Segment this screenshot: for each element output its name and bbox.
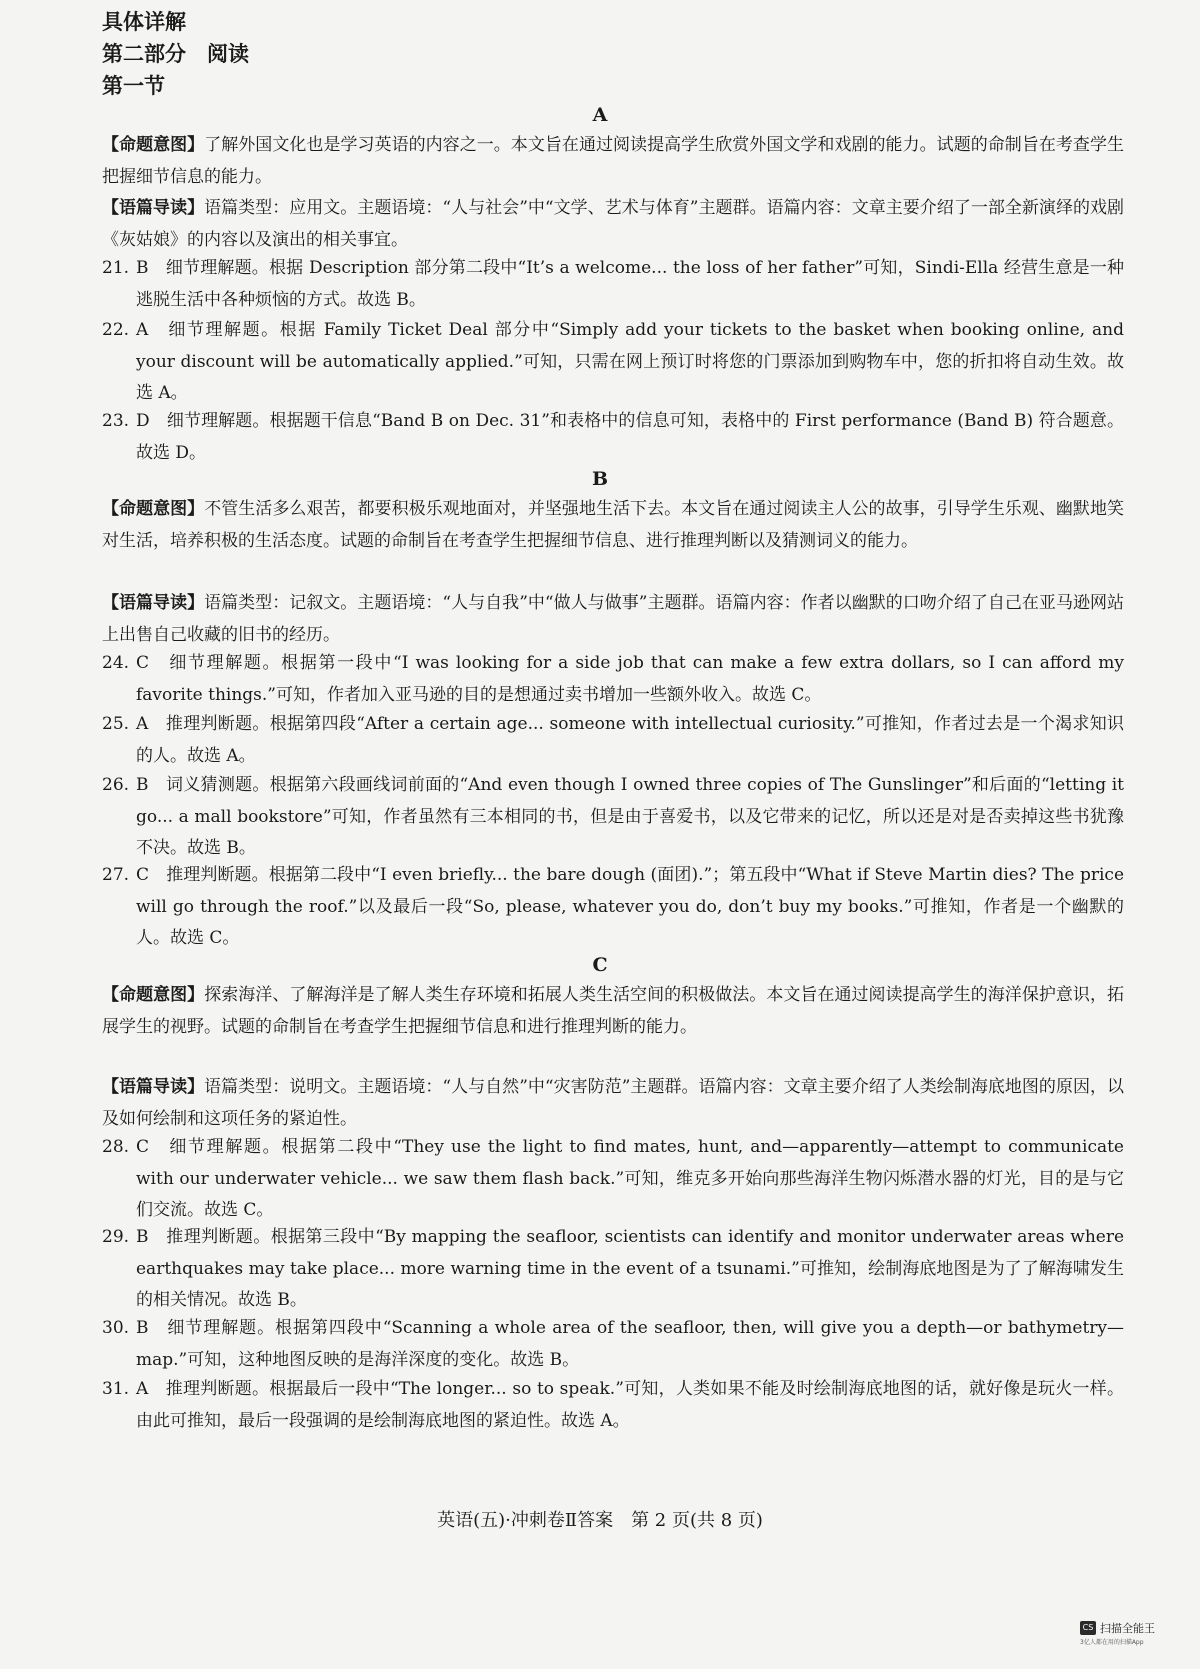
- item-number: 24.: [102, 653, 130, 673]
- intent-text: 探索海洋、了解海洋是了解人类生存环境和拓展人类生活空间的积极做法。本文旨在通过阅读提高学生的海洋保护意识，拓展学生的视野。试题的命制旨在考查学生把握细节信息和进行推理判断的能力。: [102, 985, 1124, 1037]
- guide-text: 语篇类型：记叙文。主题语境：“人与自我”中“做人与做事”主题群。语篇内容：作者以幽默的口吻介绍了自己在亚马逊网站上出售自己收藏的旧书的经历。: [102, 593, 1124, 645]
- item-number: 22.: [102, 320, 130, 340]
- item-number: 30.: [102, 1318, 130, 1338]
- item-number: 26.: [102, 775, 130, 795]
- guide-tag: 【语篇导读】: [102, 198, 205, 218]
- item-explanation: 根据 Family Ticket Deal 部分中“Simply add your tickets to the basket when booking online, and your discount will be automatically applied.”可知，只需在网上预订时将您的门票添加到购物车中，您的折扣将自动生效。故选 A。: [136, 320, 1125, 404]
- answer-item-27: [102, 860, 1124, 955]
- item-type: 推理判断题。: [165, 714, 270, 734]
- item-type: 推理判断题。: [166, 865, 269, 885]
- answer-item-24: [102, 648, 1124, 711]
- item-explanation: 根据 Description 部分第二段中“It’s a welcome... the loss of her father”可知，Sindi-Ella 经营生意是一种逃脱生活中各种烦恼的方式。故选 B。: [136, 258, 1125, 310]
- guide-tag: 【语篇导读】: [102, 593, 205, 613]
- item-explanation: 根据第六段画线词前面的“And even though I owned three copies of The Gunslinger”和后面的“letting it go... a mall bookstore”可知，作者虽然有三本相同的书，但是由于喜爱书，以及它带来的记忆，所以还是对是否卖掉这些书犹豫不决。故选 B。: [136, 775, 1125, 859]
- item-type: 细节理解题。: [165, 258, 269, 278]
- item-number: 29.: [102, 1227, 130, 1247]
- scanner-watermark: [1080, 1619, 1176, 1649]
- guide-paragraph-a: [102, 193, 1124, 256]
- answer-item-25: [102, 709, 1124, 772]
- page-footer: 英语(五)·冲刺卷Ⅱ答案 第 2 页(共 8 页): [437, 1510, 763, 1531]
- item-explanation: 根据第二段中“They use the light to find mates, hunt, and—apparently—attempt to communicate with our underwater vehicle... we saw them flash back.”可知，维克多开始向那些海洋生物闪烁潜水器的灯光，目的是与它们交流。故选 C。: [136, 1137, 1124, 1221]
- intent-tag: 【命题意图】: [102, 499, 205, 519]
- answer-item-30: [102, 1313, 1124, 1376]
- page-title: 具体详解: [102, 10, 186, 34]
- guide-tag: 【语篇导读】: [102, 1077, 205, 1097]
- intent-text: 不管生活多么艰苦，都要积极乐观地面对，并坚强地生活下去。本文旨在通过阅读主人公的故事，引导学生乐观、幽默地笑对生活，培养积极的生活态度。试题的命制旨在考查学生把握细节信息、进行推理判断以及猜测词义的能力。: [102, 499, 1124, 551]
- passage-letter-b: B: [591, 468, 609, 490]
- answer-item-26: [102, 770, 1124, 865]
- item-type: 推理判断题。: [166, 1227, 271, 1247]
- intent-paragraph-a: [102, 130, 1124, 193]
- intent-text: 了解外国文化也是学习英语的内容之一。本文旨在通过阅读提高学生欣赏外国文学和戏剧的能力。试题的命制旨在考查学生把握细节信息的能力。: [102, 135, 1124, 187]
- item-type: 细节理解题。: [169, 653, 282, 673]
- guide-paragraph-b: [102, 588, 1124, 651]
- item-number: 31.: [102, 1379, 130, 1399]
- item-answer: A: [136, 320, 149, 340]
- guide-text: 语篇类型：应用文。主题语境：“人与社会”中“文学、艺术与体育”主题群。语篇内容：文章主要介绍了一部全新演绎的戏剧《灰姑娘》的内容以及演出的相关事宜。: [102, 198, 1124, 250]
- item-number: 28.: [102, 1137, 130, 1157]
- item-number: 21.: [102, 258, 130, 278]
- intent-paragraph-b: [102, 494, 1124, 557]
- passage-letter-c: C: [592, 954, 608, 976]
- item-explanation: 根据第一段中“I was looking for a side job that can make a few extra dollars, so I can afford my favorite things.”可知，作者加入亚马逊的目的是想通过卖书增加一些额外收入。故选 C。: [136, 653, 1125, 705]
- item-answer: D: [136, 411, 150, 431]
- answer-item-31: [102, 1374, 1124, 1437]
- item-answer: A: [136, 714, 149, 734]
- passage-letter-a: A: [592, 104, 608, 126]
- camscanner-icon: CS: [1080, 1621, 1096, 1635]
- answer-item-21: [102, 253, 1124, 316]
- item-answer: B: [136, 258, 149, 278]
- item-answer: B: [136, 1318, 149, 1338]
- item-answer: B: [136, 775, 149, 795]
- intent-tag: 【命题意图】: [102, 135, 205, 155]
- answer-item-28: [102, 1132, 1124, 1227]
- item-type: 细节理解题。: [168, 320, 280, 340]
- item-explanation: 根据题干信息“Band B on Dec. 31”和表格中的信息可知，表格中的 First performance (Band B) 符合题意。故选 D。: [136, 411, 1125, 463]
- item-answer: A: [136, 1379, 149, 1399]
- answer-item-23: [102, 406, 1124, 469]
- item-type: 细节理解题。: [167, 1318, 276, 1338]
- item-explanation: 根据最后一段中“The longer... so to speak.”可知，人类如果不能及时绘制海底地图的话，就好像是玩火一样。由此可推知，最后一段强调的是绘制海底地图的紧迫性。故选 A。: [136, 1379, 1125, 1431]
- item-number: 25.: [102, 714, 130, 734]
- part-heading: 第二部分 阅读: [102, 42, 249, 66]
- item-explanation: 根据第三段中“By mapping the seafloor, scientists can identify and monitor underwater areas where earthquakes may take place... more warning time in the event of a tsunami.”可推知，绘制海底地图是为了了解海啸发生的相关情况。故选 B。: [136, 1227, 1125, 1311]
- guide-text: 语篇类型：说明文。主题语境：“人与自然”中“灾害防范”主题群。语篇内容：文章主要介绍了人类绘制海底地图的原因，以及如何绘制和这项任务的紧迫性。: [102, 1077, 1124, 1129]
- watermark-name: 扫描全能王: [1100, 1622, 1155, 1635]
- item-number: 27.: [102, 865, 130, 885]
- watermark-subtitle: 3亿人都在用的扫描App: [1080, 1639, 1144, 1646]
- item-type: 推理判断题。: [165, 1379, 270, 1399]
- item-answer: C: [136, 1137, 150, 1157]
- intent-tag: 【命题意图】: [102, 985, 205, 1005]
- item-type: 词义猜测题。: [166, 775, 270, 795]
- item-answer: C: [136, 653, 150, 673]
- item-type: 细节理解题。: [169, 1137, 282, 1157]
- guide-paragraph-c: [102, 1072, 1124, 1135]
- item-explanation: 根据第二段中“I even briefly... the bare dough (面团).”；第五段中“What if Steve Martin dies? The price will go through the roof.”以及最后一段“So, please, whatever you do, don’t buy my books.”可推知，作者是一个幽默的人。故选 C。: [136, 865, 1125, 949]
- item-number: 23.: [102, 411, 130, 431]
- answer-item-22: [102, 315, 1124, 410]
- item-type: 细节理解题。: [166, 411, 270, 431]
- answer-item-29: [102, 1222, 1124, 1317]
- item-explanation: 根据第四段“After a certain age... someone with intellectual curiosity.”可推知，作者过去是一个渴求知识的人。故选 A。: [136, 714, 1125, 766]
- item-answer: C: [136, 865, 150, 885]
- section-heading: 第一节: [102, 74, 165, 98]
- item-answer: B: [136, 1227, 149, 1247]
- item-explanation: 根据第四段中“Scanning a whole area of the seafloor, then, will give you a depth—or bathymetry—map.”可知，这种地图反映的是海洋深度的变化。故选 B。: [136, 1318, 1125, 1370]
- intent-paragraph-c: [102, 980, 1124, 1043]
